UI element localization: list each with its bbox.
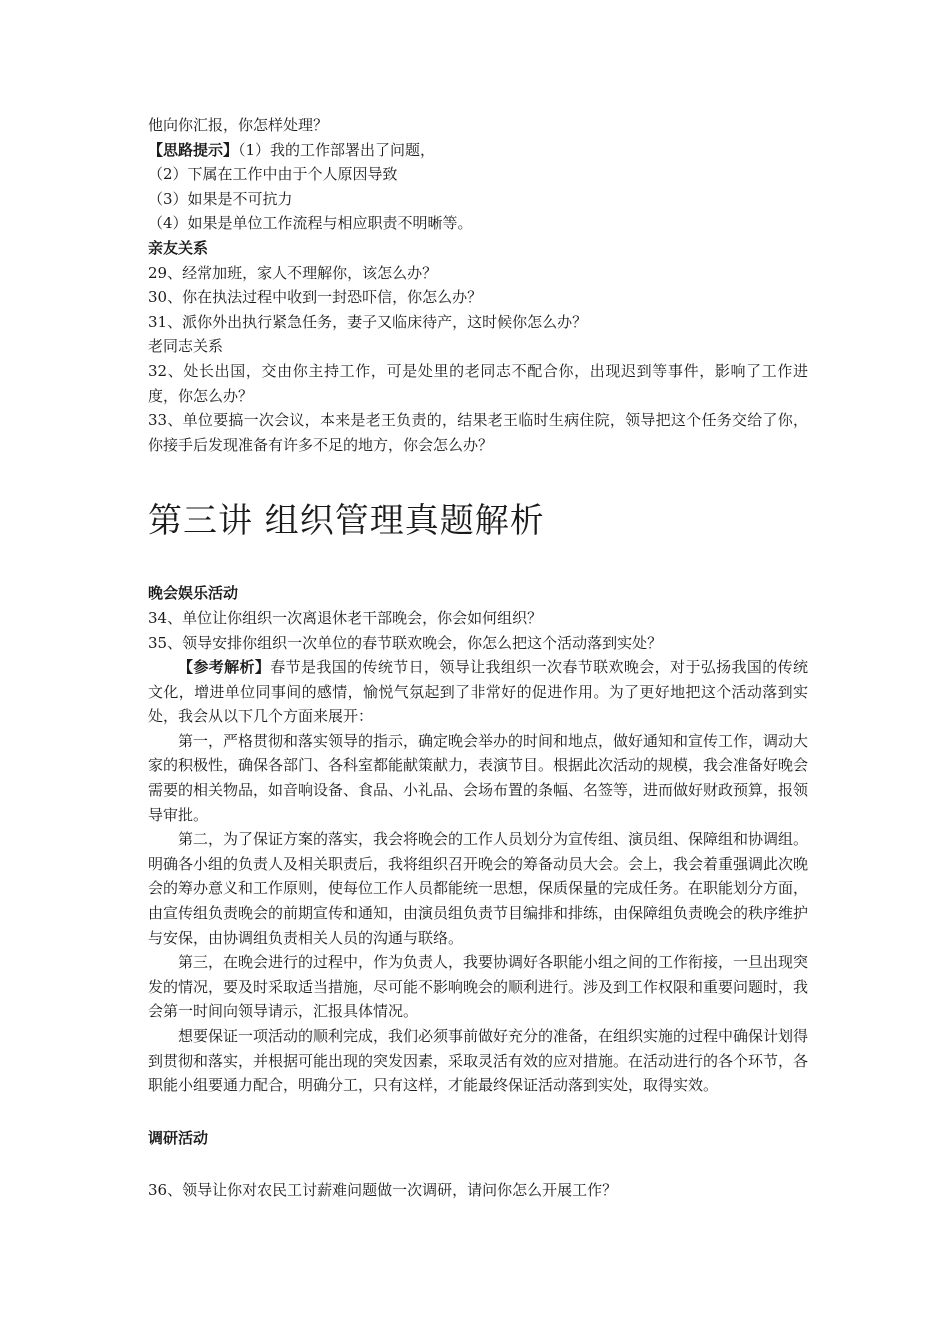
answer-label: 【参考解析】: [178, 658, 271, 677]
question-31: 31、派你外出执行紧急任务，妻子又临床待产，这时候你怎么办？: [148, 312, 588, 331]
question-34: 34、单位让你组织一次离退休老干部晚会，你会如何组织？: [148, 608, 543, 627]
lecture-title: 第三讲 组织管理真题解析: [148, 501, 545, 542]
family-heading: 亲友关系: [148, 238, 209, 257]
answer-paragraph-1: [148, 655, 808, 729]
question-29: 29、经常加班，家人不理解你，该怎么办？: [148, 263, 438, 282]
answer-text-1: 春节是我国的传统节日，领导让我组织一次春节联欢晚会，对于弘扬我国的传统文化，增进单位同事间的感情，愉悦气氛起到了非常好的促进作用。为了更好地把这个活动落到实处，我会从以下几个方面来展开：: [148, 658, 808, 726]
hint-item-3: （3）如果是不可抗力: [148, 189, 293, 208]
answer-paragraph-2: 第一，严格贯彻和落实领导的指示，确定晚会举办的时间和地点，做好通知和宣传工作，调动大家的积极性，确保各部门、各科室都能献策献力，表演节目。根据此次活动的规模，我会准备好晚会需要的相关物品，如音响设备、食品、小礼品、会场布置的条幅、名签等，进而做好财政预算，报领导审批。: [148, 731, 809, 824]
answer-paragraph-3: 第二，为了保证方案的落实，我会将晚会的工作人员划分为宣传组、演员组、保障组和协调组。明确各小组的负责人及相关职责后，我将组织召开晚会的筹备动员大会。会上，我会着重强调此次晚会的筹办意义和工作原则，使每位工作人员都能统一思想，保质保量的完成任务。在职能划分方面，由宣传组负责晚会的前期宣传和通知，由演员组负责节目编排和排练，由保障组负责晚会的秩序维护与安保，由协调组负责相关人员的沟通与联络。: [148, 830, 809, 947]
intro-line: 他向你汇报，你怎样处理？: [148, 116, 329, 134]
document-page: [148, 113, 808, 1203]
hint-item-2: （2）下属在工作中由于个人原因导致: [148, 165, 398, 184]
answer-paragraph-5: 想要保证一项活动的顺利完成，我们必须事前做好充分的准备，在组织实施的过程中确保计划得到贯彻和落实，并根据可能出现的突发因素，采取灵活有效的应对措施。在活动进行的各个环节，各职能小组要通力配合，明确分工，只有这样，才能最终保证活动落到实处，取得实效。: [148, 1027, 809, 1095]
hint-label: 【思路提示】: [148, 140, 239, 159]
answer-paragraph-4: 第三，在晚会进行的过程中，作为负责人，我要协调好各职能小组之间的工作衔接，一旦出现突发的情况，要及时采取适当措施，尽可能不影响晚会的顺利进行。涉及到工作权限和重要问题时，我会第一时间向领导请示，汇报具体情况。: [148, 953, 809, 1021]
colleagues-heading: 老同志关系: [148, 337, 224, 356]
hint-item-1: （1）我的工作部署出了问题，: [238, 140, 436, 159]
question-33: 33、单位要搞一次会议，本来是老王负责的，结果老王临时生病住院，领导把这个任务交给了你，你接手后发现准备有许多不足的地方，你会怎么办？: [148, 411, 808, 454]
party-heading: 晚会娱乐活动: [148, 584, 239, 603]
hint-item-4: （4）如果是单位工作流程与相应职责不明晰等。: [148, 214, 473, 233]
question-30: 30、你在执法过程中收到一封恐吓信，你怎么办？: [148, 288, 483, 307]
hint-line-1: [148, 138, 808, 163]
question-36: 36、领导让你对农民工讨薪难问题做一次调研，请问你怎么开展工作？: [148, 1181, 618, 1200]
question-32: 32、处长出国，交由你主持工作，可是处里的老同志不配合你，出现迟到等事件，影响了工作进度，你怎么办？: [148, 361, 808, 405]
research-heading: 调研活动: [148, 1128, 209, 1147]
question-35: 35、领导安排你组织一次单位的春节联欢晚会，你怎么把这个活动落到实处？: [148, 633, 663, 652]
